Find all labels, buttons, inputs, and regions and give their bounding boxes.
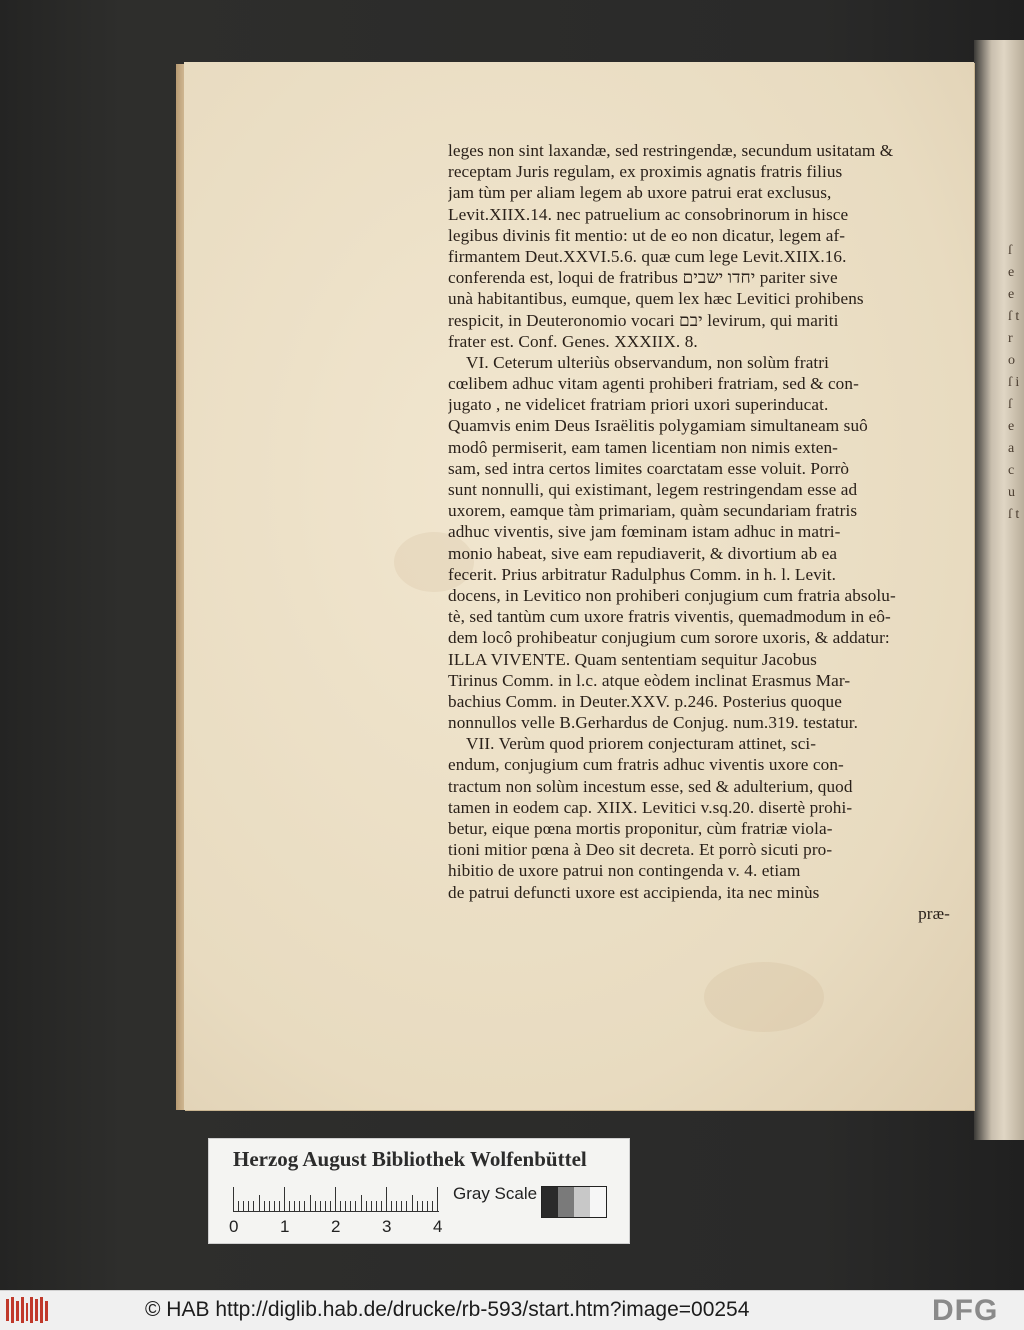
text-line: fecerit. Prius arbitratur Radulphus Comm. in h. l. Levit. (448, 564, 837, 584)
text-line: bachius Comm. in Deuter.XXV. p.246. Posterius quoque (448, 691, 842, 711)
ruler-tick (371, 1201, 372, 1211)
adjacent-page-marks: ſ e e ſ t r o ſ i ſ e a c u ſ t (1008, 243, 1020, 522)
text-line: Tirinus Comm. in l.c. atque eòdem inclinat Erasmus Mar- (448, 670, 851, 690)
text-line: de patrui defuncti uxore est accipienda, ita nec minùs (448, 882, 820, 902)
ruler-tick (299, 1201, 300, 1211)
text-line: tractum non solùm incestum esse, sed & adulterium, quod (448, 776, 853, 796)
ruler-tick (412, 1195, 413, 1211)
page-text (448, 140, 950, 924)
text-line: nonnullos velle B.Gerhardus de Conjug. num.319. testatur. (448, 713, 859, 733)
measurement-ruler (233, 1187, 439, 1212)
ruler-tick (238, 1201, 239, 1211)
ruler-tick (401, 1201, 402, 1211)
gray-swatch (542, 1187, 558, 1217)
ruler-tick (320, 1201, 321, 1211)
text-line: tè, sed tantùm cum uxore fratris viventis, quemadmodum in eô- (448, 607, 891, 627)
ruler-tick (366, 1201, 367, 1211)
dfg-logo: DFG (932, 1294, 999, 1327)
ruler-tick (396, 1201, 397, 1211)
ruler-tick (417, 1201, 418, 1211)
text-line: VII. Verùm quod priorem conjecturam attinet, sci- (466, 734, 817, 754)
ruler-tick (340, 1201, 341, 1211)
ruler-number: 4 (433, 1217, 443, 1236)
text-line: præ- (918, 903, 950, 923)
ruler-tick (315, 1201, 316, 1211)
ruler-tick (279, 1201, 280, 1211)
ruler-tick (330, 1201, 331, 1211)
ruler-number: 2 (331, 1217, 341, 1236)
ruler-tick (253, 1201, 254, 1211)
ruler-tick (269, 1201, 270, 1211)
text-line: unà habitantibus, eumque, quem lex hæc Levitici prohibens (448, 289, 864, 309)
text-line: sam, sed intra certos limites coarctatam esse voluit. Porrò (448, 458, 850, 478)
text-line: cœlibem adhuc vitam agenti prohiberi fratriam, sed & con- (448, 374, 859, 394)
text-line: frater est. Conf. Genes. XXXIIX. 8. (448, 331, 698, 351)
color-calibration-bar (208, 1138, 630, 1244)
ruler-tick (335, 1187, 336, 1211)
gray-swatch (574, 1187, 590, 1217)
text-line: respicit, in Deuteronomio vocari יבם levirum, qui mariti (448, 310, 839, 330)
text-line: firmantem Deut.XXVI.5.6. quæ cum lege Levit.XIIX.16. (448, 246, 847, 266)
text-line: VI. Ceterum ulteriùs observandum, non solùm fratri (466, 352, 829, 372)
ruler-tick (355, 1201, 356, 1211)
gray-scale-label: Gray Scale (453, 1184, 538, 1203)
text-line: legibus divinis fit mentio: ut de eo non dicatur, legem af- (448, 225, 846, 245)
ruler-number: 0 (229, 1217, 239, 1236)
text-line: tioni mitior pœna à Deo sit decreta. Et porrò sicuti pro- (448, 840, 833, 860)
text-line: jam tùm per aliam legem ab uxore patrui erat exclusus, (448, 183, 832, 203)
ruler-tick (381, 1201, 382, 1211)
text-line: uxorem, eamque tàm primariam, quàm secundariam fratris (448, 501, 858, 521)
ruler-tick (259, 1195, 260, 1211)
text-line: Quamvis enim Deus Israëlitis polygamiam simultaneam suô (448, 416, 868, 436)
ruler-tick (422, 1201, 423, 1211)
ruler-tick (345, 1201, 346, 1211)
ruler-tick (376, 1201, 377, 1211)
text-line: monio habeat, sive eam repudiaverit, & divortium ab ea (448, 543, 838, 563)
paper-stain (704, 962, 824, 1032)
gray-swatch (558, 1187, 574, 1217)
ruler-tick (350, 1201, 351, 1211)
text-line: Levit.XIIX.14. nec patruelium ac consobrinorum in hisce (448, 204, 849, 224)
ruler-tick (264, 1201, 265, 1211)
ruler-tick (284, 1187, 285, 1211)
ruler-tick (294, 1201, 295, 1211)
text-line: conferenda est, loqui de fratribus יחדו ישבים pariter sive (448, 268, 838, 288)
library-title: Herzog August Bibliothek Wolfenbüttel (233, 1147, 587, 1171)
text-line: dem locô prohibeatur conjugium cum sorore uxoris, & addatur: (448, 628, 890, 648)
text-line: endum, conjugium cum fratris adhuc viventis uxore con- (448, 755, 844, 775)
ruler-tick (233, 1187, 234, 1211)
footer-bar (0, 1290, 1024, 1330)
ruler-tick (310, 1195, 311, 1211)
text-line: ILLA VIVENTE. Quam sententiam sequitur Jacobus (448, 649, 817, 669)
ruler-tick (248, 1201, 249, 1211)
ruler-tick (274, 1201, 275, 1211)
copyright-link[interactable]: © HAB http://diglib.hab.de/drucke/rb-593/start.htm?image=00254 (145, 1298, 750, 1321)
ruler-tick (243, 1201, 244, 1211)
ruler-tick (386, 1187, 387, 1211)
ruler-tick (391, 1201, 392, 1211)
text-line: tamen in eodem cap. XIIX. Levitici v.sq.20. disertè prohi- (448, 797, 853, 817)
text-line: receptam Juris regulam, ex proximis agnatis fratris filius (448, 162, 843, 182)
gray-swatch (590, 1187, 606, 1217)
text-line: betur, eique pœna mortis proponitur, cùm fratriæ viola- (448, 819, 833, 838)
gray-scale-swatches (541, 1186, 607, 1218)
ruler-tick (325, 1201, 326, 1211)
hab-logo-icon (6, 1297, 48, 1323)
ruler-tick (361, 1195, 362, 1211)
ruler-tick (289, 1201, 290, 1211)
ruler-number: 3 (382, 1217, 392, 1236)
ruler-tick (406, 1201, 407, 1211)
ruler-tick (432, 1201, 433, 1211)
ruler-tick (427, 1201, 428, 1211)
text-line: docens, in Levitico non prohiberi conjugium cum fratria absolu- (448, 585, 896, 605)
text-line: modô permiserit, eam tamen licentiam non nimis exten- (448, 437, 839, 457)
text-line: sunt nonnulli, qui existimant, legem restringendam esse ad (448, 480, 858, 499)
text-line: adhuc viventis, sive jam fœminam istam adhuc in matri- (448, 522, 841, 542)
ruler-tick (304, 1201, 305, 1211)
text-line: leges non sint laxandæ, sed restringendæ, secundum usitatam & (448, 141, 894, 160)
text-line: jugato , ne videlicet fratriam priori uxori superinducat. (448, 395, 829, 415)
ruler-number: 1 (280, 1217, 290, 1236)
text-line: hibitio de uxore patrui non contingenda v. 4. etiam (448, 861, 801, 881)
ruler-tick (437, 1187, 438, 1211)
